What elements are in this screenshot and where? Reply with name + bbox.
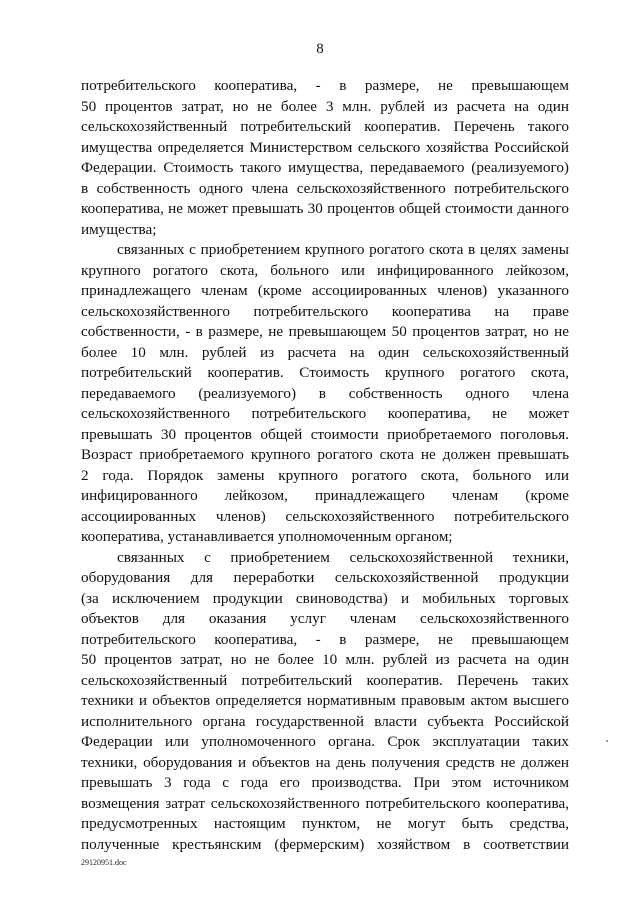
text-line: кооператива, устанавливается уполномоченным органом; [81, 528, 453, 545]
text-line: 2 года. Порядок замены крупного рогатого скота, больного или [81, 466, 569, 484]
text-line: техники и объектов определяется нормативным правовым актом высшего [81, 692, 569, 709]
text-line: возмещения затрат сельскохозяйственного потребительского кооператива, [81, 794, 569, 812]
text-line: более 10 млн. рублей из расчета на один сельскохозяйственный [81, 343, 569, 361]
text-line: техники, оборудования и объектов на день получения средств не должен [81, 753, 569, 771]
text-line: сельскохозяйственный потребительский кооператив. Перечень таких [81, 671, 569, 689]
text-line: предусмотренных настоящим пунктом, не могут быть средства, [81, 815, 569, 832]
text-line: собственности, - в размере, не превышающем 50 процентов затрат, но не [81, 323, 569, 340]
text-line: Федерации. Стоимость такого имущества, передаваемого (реализуемого) [81, 159, 569, 176]
text-line: инфицированного лейкозом, принадлежащего членам (кроме [81, 487, 569, 504]
margin-mark [606, 740, 608, 742]
text-line: потребительского кооператива, - в размере, не превышающем [81, 77, 569, 94]
document-filename: 29120951.doc [81, 858, 127, 867]
document-body [81, 76, 569, 855]
page-number: 8 [316, 41, 324, 57]
text-line: превышать 3 года с года его производства. При этом источником [81, 774, 569, 791]
text-line: превышать 30 процентов общей стоимости приобретаемого поголовья. [81, 425, 569, 443]
text-line: 50 процентов затрат, но не более 10 млн. рублей из расчета на один [81, 651, 569, 668]
text-line: ассоциированных членов) сельскохозяйственного потребительского [81, 507, 569, 525]
text-line: принадлежащего членам (кроме ассоциированных членов) указанного [81, 282, 569, 299]
text-line: потребительский кооператив. Стоимость крупного рогатого скота, [81, 364, 569, 381]
text-line: объектов для оказания услуг членам сельскохозяйственного [81, 610, 569, 627]
text-line: Федерации или уполномоченного органа. Срок эксплуатации таких [81, 733, 569, 750]
text-line: Возраст приобретаемого крупного рогатого скота не должен превышать [81, 446, 569, 463]
text-line: сельскохозяйственный потребительский кооператив. Перечень такого [81, 118, 569, 135]
text-line: имущества; [81, 220, 157, 238]
text-line: сельскохозяйственного потребительского кооператива, не может [81, 405, 569, 422]
text-line: потребительского кооператива, - в размере, не превышающем [81, 630, 569, 648]
text-line: полученные крестьянским (фермерским) хозяйством в соответствии [81, 835, 569, 853]
text-line: крупного рогатого скота, больного или инфицированного лейкозом, [81, 261, 569, 279]
text-line: имущества определяется Министерством сельского хозяйства Российской [81, 138, 569, 156]
text-line: (за исключением продукции свиноводства) и мобильных торговых [81, 589, 569, 607]
text-line: передаваемого (реализуемого) в собственность одного члена [81, 384, 569, 402]
text-line: исполнительного органа государственной власти субъекта Российской [81, 712, 569, 730]
text-line: оборудования для переработки сельскохозяйственной продукции [81, 569, 569, 586]
text-line: в собственность одного члена сельскохозяйственного потребительского [81, 179, 569, 197]
text-line: связанных с приобретением крупного рогатого скота в целях замены [117, 241, 569, 258]
text-line: сельскохозяйственного потребительского кооператива на праве [81, 302, 569, 320]
text-line: кооператива, не может превышать 30 процентов общей стоимости данного [81, 200, 569, 217]
text-line: 50 процентов затрат, но не более 3 млн. рублей из расчета на один [81, 97, 569, 115]
text-line: связанных с приобретением сельскохозяйственной техники, [117, 548, 569, 566]
